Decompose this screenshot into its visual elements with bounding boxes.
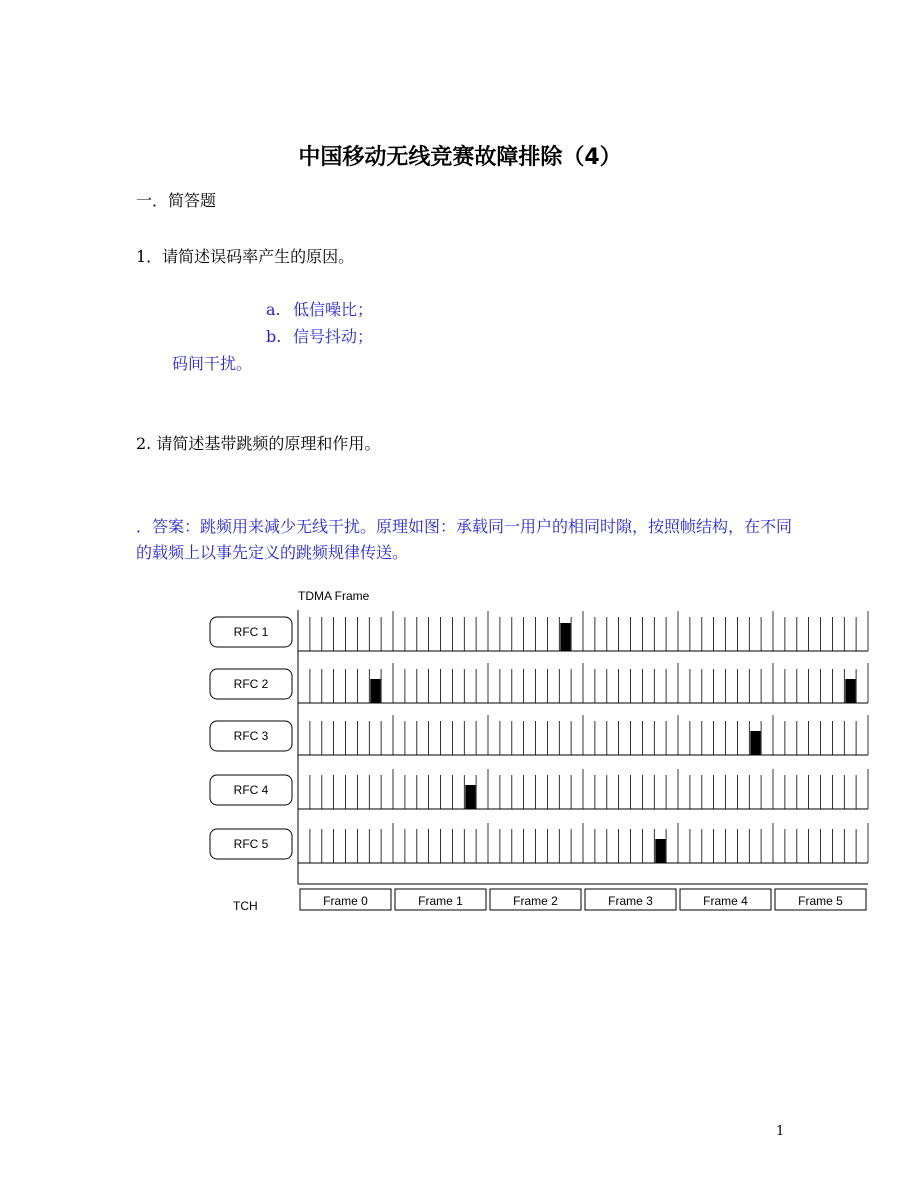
answer-item-text: 信号抖动； bbox=[293, 327, 374, 346]
burst-block bbox=[560, 623, 570, 651]
question-1: 1．请简述误码率产生的原因。 bbox=[136, 247, 355, 266]
rfc-label: RFC 4 bbox=[233, 783, 269, 797]
slot-grid bbox=[298, 610, 868, 884]
tch-label: TCH bbox=[233, 899, 258, 913]
rfc-label: RFC 2 bbox=[233, 677, 269, 691]
burst-block bbox=[750, 731, 760, 755]
rfc-label: RFC 1 bbox=[233, 625, 269, 639]
frame-label: Frame 4 bbox=[703, 894, 748, 908]
frame-label: Frame 3 bbox=[608, 894, 653, 908]
answer-2-text: ．答案：跳频用来减少无线干扰。原理如图：承载同一用户的相同时隙，按照帧结构，在不同的载频上以事先定义的跳频规律传送。 bbox=[136, 517, 793, 562]
frame-label: Frame 0 bbox=[323, 894, 368, 908]
document-title: 中国移动无线竞赛故障排除（4） bbox=[298, 145, 622, 170]
answer-item-label: b. bbox=[266, 327, 282, 346]
burst-block bbox=[845, 679, 855, 703]
page-number: 1 bbox=[776, 1124, 785, 1139]
bursts bbox=[370, 623, 855, 863]
question-2: 2. 请简述基带跳频的原理和作用。 bbox=[136, 434, 381, 453]
frame-boxes bbox=[300, 889, 866, 910]
rfc-label: RFC 5 bbox=[233, 837, 269, 851]
frame-label: Frame 2 bbox=[513, 894, 558, 908]
section-heading: 一．简答题 bbox=[136, 191, 217, 210]
rfc-labels bbox=[210, 617, 292, 859]
frame-label: Frame 5 bbox=[798, 894, 843, 908]
burst-block bbox=[370, 679, 380, 703]
answer-item-text: 码间干扰。 bbox=[172, 354, 253, 373]
tdma-frame-label: TDMA Frame bbox=[298, 589, 370, 603]
answer-item-text: 低信噪比； bbox=[293, 300, 374, 319]
burst-block bbox=[655, 839, 665, 863]
burst-block bbox=[465, 785, 475, 809]
frame-label: Frame 1 bbox=[418, 894, 463, 908]
answer-item-label: a. bbox=[266, 300, 281, 319]
rfc-label: RFC 3 bbox=[233, 729, 269, 743]
